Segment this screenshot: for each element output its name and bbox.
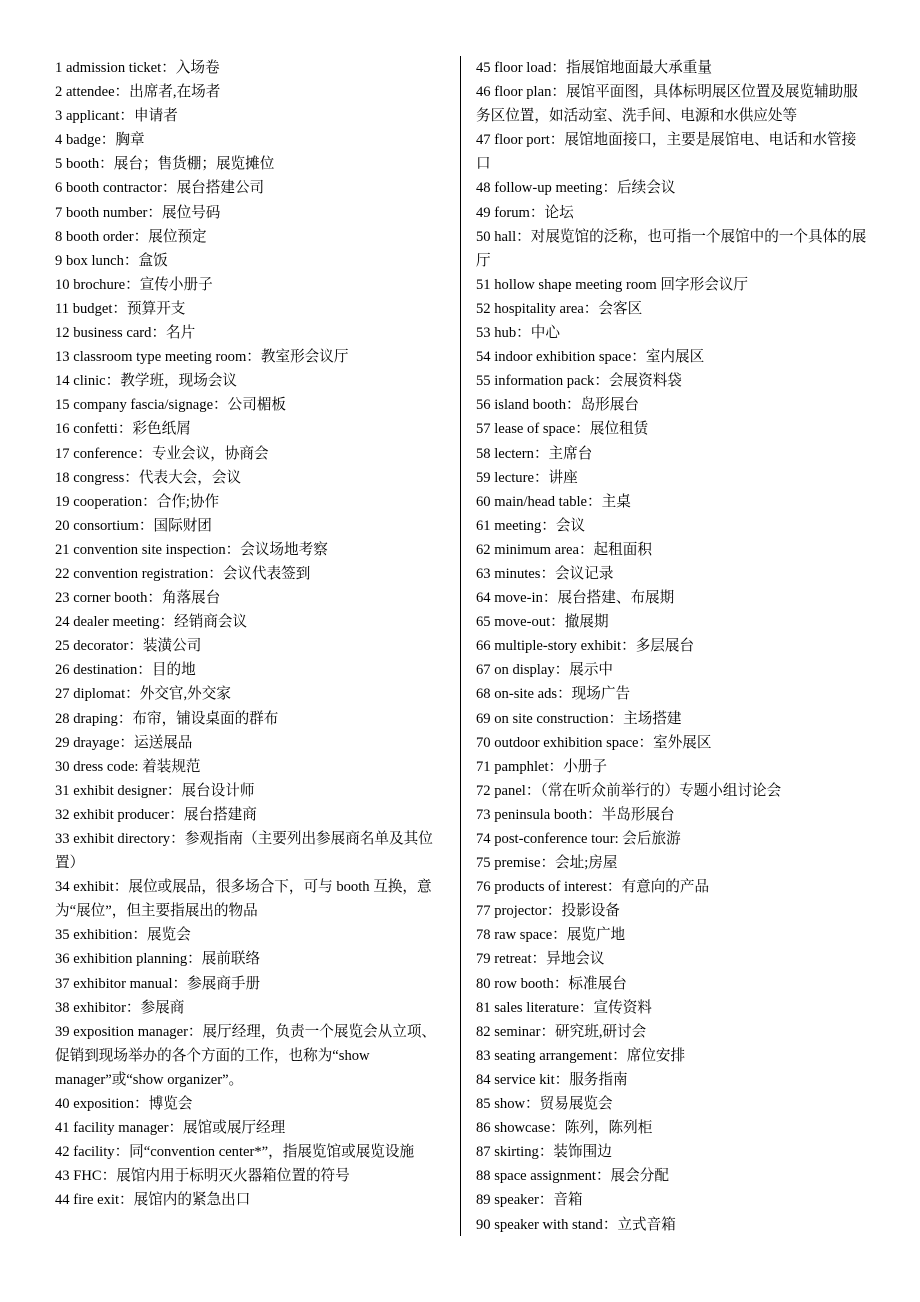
glossary-entry: 67 on display：展示中	[476, 662, 614, 679]
right-glossary-column	[476, 56, 868, 1237]
glossary-entry: 24 dealer meeting：经销商会议	[55, 614, 248, 631]
glossary-entry: 43 FHC：展馆内用于标明灭火器箱位置的符号	[55, 1168, 350, 1185]
glossary-entry: 20 consortium：国际财团	[55, 517, 212, 534]
glossary-entry: 87 skirting：装饰围边	[476, 1144, 612, 1161]
glossary-entry: 80 row booth：标准展台	[476, 975, 627, 992]
glossary-entry: 38 exhibitor：参展商	[55, 999, 185, 1016]
glossary-entry: 77 projector：投影设备	[476, 903, 620, 920]
glossary-entry: 59 lecture：讲座	[476, 469, 578, 486]
glossary-entry: 83 seating arrangement：席位安排	[476, 1047, 686, 1064]
glossary-entry: 39 exposition manager：展厅经理，负责一个展览会从立项、促销到现场举办的各个方面的工作，也称为“show manager”或“show organizer”。	[55, 1023, 437, 1088]
glossary-entry: 65 move-out：撤展期	[476, 614, 609, 631]
glossary-entry: 86 showcase：陈列，陈列柜	[476, 1120, 653, 1137]
glossary-entry: 72 panel：（常在听众前举行的）专题小组讨论会	[476, 782, 782, 799]
glossary-entry: 11 budget：预算开支	[55, 300, 186, 317]
glossary-entry: 25 decorator：装潢公司	[55, 638, 202, 655]
glossary-entry: 9 box lunch：盒饭	[55, 252, 168, 269]
glossary-entry: 57 lease of space：展位租赁	[476, 421, 649, 438]
glossary-entry: 23 corner booth：角落展台	[55, 590, 221, 607]
glossary-entry: 48 follow-up meeting：后续会议	[476, 180, 676, 197]
glossary-entry: 6 booth contractor：展台搭建公司	[55, 180, 265, 197]
glossary-entry: 64 move-in：展台搭建、布展期	[476, 590, 675, 607]
glossary-entry: 10 brochure：宣传小册子	[55, 276, 213, 293]
glossary-entry: 41 facility manager：展馆或展厅经理	[55, 1120, 286, 1137]
glossary-entry: 68 on-site ads：现场广告	[476, 686, 631, 703]
glossary-entry: 47 floor port：展馆地面接口，主要是展馆电、电话和水管接口	[476, 132, 857, 173]
glossary-entry: 29 drayage：运送展品	[55, 734, 193, 751]
left-glossary-column	[55, 56, 448, 1213]
glossary-entry: 50 hall：对展览馆的泛称，也可指一个展馆中的一个具体的展厅	[476, 228, 867, 269]
glossary-entry: 32 exhibit producer：展台搭建商	[55, 806, 257, 823]
glossary-entry: 45 floor load：指展馆地面最大承重量	[476, 60, 712, 76]
glossary-entry: 14 clinic：教学班，现场会议	[55, 373, 238, 390]
glossary-entry: 31 exhibit designer：展台设计师	[55, 782, 255, 799]
glossary-entry: 70 outdoor exhibition space：室外展区	[476, 734, 712, 751]
glossary-entry: 54 indoor exhibition space：室内展区	[476, 349, 705, 366]
glossary-entry: 35 exhibition：展览会	[55, 927, 191, 944]
glossary-entry: 18 congress：代表大会，会议	[55, 469, 242, 486]
glossary-entry: 33 exhibit directory：参观指南（主要列出参展商名单及其位置）	[55, 831, 433, 872]
glossary-entry: 73 peninsula booth：半岛形展台	[476, 806, 675, 823]
column-divider	[460, 56, 461, 1236]
glossary-entry: 40 exposition：博览会	[55, 1096, 193, 1113]
glossary-entry: 30 dress code: 着装规范	[55, 758, 201, 775]
glossary-entry: 58 lectern：主席台	[476, 445, 593, 462]
glossary-entry: 4 badge：胸章	[55, 132, 145, 149]
glossary-entry: 26 destination：目的地	[55, 662, 196, 679]
glossary-entry: 66 multiple-story exhibit：多层展台	[476, 638, 695, 655]
glossary-entry: 21 convention site inspection：会议场地考察	[55, 541, 328, 558]
glossary-entry: 56 island booth：岛形展台	[476, 397, 639, 414]
glossary-entry: 61 meeting：会议	[476, 517, 586, 534]
glossary-entry: 13 classroom type meeting room：教室形会议厅	[55, 349, 349, 366]
glossary-entry: 90 speaker with stand：立式音箱	[476, 1216, 676, 1233]
glossary-entry: 74 post-conference tour: 会后旅游	[476, 831, 681, 847]
glossary-entry: 37 exhibitor manual：参展商手册	[55, 975, 261, 992]
glossary-entry: 1 admission ticket：入场卷	[55, 60, 220, 76]
glossary-entry: 22 convention registration：会议代表签到	[55, 565, 311, 582]
glossary-entry: 62 minimum area：起租面积	[476, 541, 652, 558]
glossary-entry: 63 minutes：会议记录	[476, 565, 614, 582]
glossary-entry: 27 diplomat：外交官,外交家	[55, 686, 231, 703]
glossary-entry: 8 booth order：展位预定	[55, 228, 207, 245]
glossary-entry: 46 floor plan：展馆平面图，具体标明展区位置及展览辅助服务区位置，如活动室、洗手间、电源和水供应处等	[476, 84, 858, 125]
glossary-entry: 55 information pack：会展资料袋	[476, 373, 682, 390]
glossary-entry: 16 confetti：彩色纸屑	[55, 421, 191, 438]
glossary-entry: 82 seminar：研究班,研讨会	[476, 1023, 647, 1040]
glossary-entry: 52 hospitality area：会客区	[476, 300, 643, 317]
glossary-entry: 34 exhibit：展位或展品，很多场合下，可与 booth 互换，意为“展位”，但主要指展出的物品	[55, 879, 432, 920]
glossary-entry: 60 main/head table：主桌	[476, 493, 631, 510]
glossary-entry: 17 conference：专业会议，协商会	[55, 445, 269, 462]
glossary-entry: 12 business card：名片	[55, 325, 196, 342]
glossary-entry: 36 exhibition planning：展前联络	[55, 951, 261, 968]
glossary-entry: 71 pamphlet：小册子	[476, 758, 607, 775]
glossary-entry: 79 retreat：异地会议	[476, 951, 605, 968]
glossary-entry: 51 hollow shape meeting room 回字形会议厅	[476, 276, 748, 293]
glossary-entry: 53 hub：中心	[476, 325, 560, 342]
glossary-entry: 7 booth number：展位号码	[55, 204, 221, 221]
glossary-entry: 49 forum：论坛	[476, 204, 574, 221]
glossary-entry: 75 premise：会址;房屋	[476, 855, 618, 872]
glossary-entry: 89 speaker：音箱	[476, 1192, 583, 1209]
glossary-entry: 76 products of interest：有意向的产品	[476, 879, 710, 896]
glossary-entry: 81 sales literature：宣传资料	[476, 999, 652, 1016]
glossary-entry: 69 on site construction：主场搭建	[476, 710, 682, 727]
glossary-entry: 88 space assignment：展会分配	[476, 1168, 669, 1185]
glossary-entry: 19 cooperation：合作;协作	[55, 493, 220, 510]
glossary-entry: 3 applicant：申请者	[55, 108, 178, 125]
glossary-entry: 5 booth：展台；售货棚；展览摊位	[55, 156, 275, 173]
glossary-entry: 42 facility：同“convention center*”，指展览馆或展览设施	[55, 1144, 415, 1161]
glossary-entry: 84 service kit：服务指南	[476, 1071, 628, 1088]
glossary-entry: 28 draping：布帘，铺设桌面的群布	[55, 710, 279, 727]
glossary-entry: 2 attendee：出席者,在场者	[55, 84, 221, 101]
glossary-entry: 44 fire exit：展馆内的紧急出口	[55, 1192, 251, 1209]
glossary-entry: 85 show：贸易展览会	[476, 1096, 613, 1113]
glossary-entry: 15 company fascia/signage：公司楣板	[55, 397, 287, 414]
glossary-entry: 78 raw space：展览广地	[476, 927, 626, 944]
